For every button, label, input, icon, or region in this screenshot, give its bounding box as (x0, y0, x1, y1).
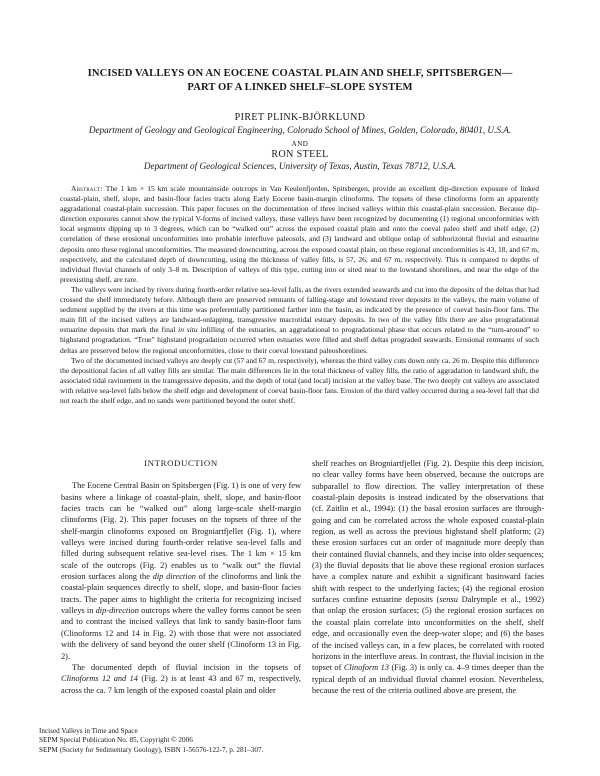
footer-line: SEPM Special Publication No. 85, Copyright © 2006 (39, 736, 193, 745)
footer-line: SEPM (Society for Sedimentary Geology), ISBN 1-56576-122-7, p. 281–307. (39, 745, 264, 754)
article-title (50, 67, 550, 95)
body-paragraph: shelf reaches on Brogniartfjellet (Fig. 2). Despite this deep incision, no clear valley forms have been observed, because the outcrops are subparallel to flow direction. The valley interpretation of these coastal-plain deposits is instead indicated by the observations that (cf. Zaitlin et al., 1994): (1) the basal erosion surfaces are through-going and can be correlated across the whole exposed coastal-plain region, as well as across the previous highstand shelf platform; (2) these erosion surfaces cut an order of magnitude more deeply than their contained fluvial channels, and they incise into older sequences; (3) the fluvial deposits that lie above these regional erosion surfaces have a complex nature and exhibit a significant basinward facies shift with respect to the underlying facies; (4) the regional erosion surfaces confine estuarine deposits (sensu Dalrymple et al., 1992) that onlap the erosion surfaces; (5) the regional erosion surfaces on the coastal plain correlate into unconformities on the shelf, shelf edge, and occasionally even the deep-water slope; and (6) the bases of the incised valleys can, in a few places, be correlated with rooted horizons in the interfluve areas. In contrast, the fluvial incision in the topset of Clinoform 13 (Fig. 3) is only ca. 4–9 times deeper than the typical depth of an individual fluvial channel erosion. Nevertheless, because the rest of the criteria outlined above are present, the (312, 459, 544, 695)
author-name: RON STEEL (271, 149, 329, 160)
abstract-paragraph: The valleys were incised by rivers during fourth-order relative sea-level falls, as the rivers extended seawards and cut into the deposits of the deltas that had crossed the shelf immediately before. Although there are preserved remnants of falling-stage and lowstand river deposits in the valleys, the main volume of sediment supplied by the rivers at this time was preferentially partitioned farther into the basin, as indicated by the presence of coeval basin-floor fans. The main fill of the incised valleys are landward-onlapping, transgressive macrotidal estuary deposits. In two of the valley fills there are also progradational estuarine deposits that mark the final in situ infilling of the estuaries, an aggradational to progradational phase that occurs related to the “turn-around” to highstand progradation. “True” highstand progradation occurred when estuaries were filled and shelf deltas prograded seawards. Erosional remnants of such deltas are preserved below the regional unconformities, close to their coeval lowstand paleoshorelines. (60, 284, 540, 355)
and-separator: AND (291, 140, 309, 148)
abstract-label: Abstract: (71, 184, 103, 193)
abstract-paragraph: Abstract: The 1 km × 15 km scale mountainside outcrops in Van Keulenfjorden, Spitsbergen, provide an excellent dip-direction exposure of linked coastal-plain, shelf, slope, and basin-floor facies tracts along Early Eocene basin-margin clinoforms. The topsets of these clinoforms form an apparently aggradational coastal-plain succession. This paper focuses on the documentation of three incised valleys within this coastal-plain succession. Because dip-direction exposures cannot show the typical V-forms of incised valleys, these valleys have been recognized by documenting (1) regional unconformities with local segments dipping up to 3 degrees, which can be “walked out” across the exposed coastal plain and onto the coeval paleo shelf and shelf edge, (2) correlation of these erosional unconformities into probable interfluve paleosols, and (3) landward and oblique onlap of subhorizontal fluvial and estuarine deposits onto these regional unconformities. The measured downcutting, across the exposed coastal plain, on these regional unconformities is 43, 18, and 67 m, respectively, and the calculated depth of downcutting, using the thickness of valley fills, is 57, 26, and 67 m, respectively. This is compared to depths of individual fluvial channels of only 3–8 m. Description of valleys of this type, cutting into or sited near to the lowstand shorelines, and near the edge of the preexisting shelf, are rare. (60, 184, 539, 284)
abstract-paragraph: Two of the documented incised valleys are deeply cut (57 and 67 m, respectively), whereas the third valley cuts down only ca. 26 m. Despite this difference the depositional facies of all valley fills are similar. The main differences lie in the total thickness of valley fills, the ratio of aggradation to landward shift, the associated tidal ravinement in the transgressive deposits, and the depth of total (and local) incision at the valley base. The two deeply cut valleys are associated with relative sea-level falls below the shelf edge and development of coeval basin-floor fans. Erosion of the third valley occurred during a sea-level fall that did not reach the shelf edge, and no sands were partitioned beyond the outer shelf. (60, 355, 539, 405)
author-name: PIRET PLINK-BJÖRKLUND (234, 112, 366, 123)
section-heading: INTRODUCTION (144, 458, 218, 468)
publication-footer (39, 727, 359, 755)
footer-line: Incised Valleys in Time and Space (39, 727, 138, 735)
body-column-right (312, 458, 544, 696)
author-affiliation: Department of Geology and Geological Engineering, Colorado School of Mines, Golden, Colorado, 80401, U.S.A. (88, 125, 512, 135)
title-line-1: INCISED VALLEYS ON AN EOCENE COASTAL PLAIN AND SHELF, SPITSBERGEN— (87, 68, 513, 79)
abstract (60, 184, 539, 406)
body-column-left (61, 458, 301, 696)
body-paragraph: The Eocene Central Basin on Spitsbergen (Fig. 1) is one of very few basins where a linkage of coastal-plain, shelf, slope, and basin-floor facies tracts can be “walked out” along large-scale shelf-margin clinoforms (Fig. 2). This paper focuses on the topsets of three of the shelf-margin clinoforms exposed on Brogniartfjellet (Fig. 1), where valleys were incised during fourth-order relative sea-level falls and filled during subsequent relative sea-level rises. The 1 km × 15 km scale of the outcrops (Fig. 2) enables us to “walk out” the fluvial erosion surfaces along the dip direction of the clinoforms and link the coastal-plain sequences directly to shelf, slope, and basin-floor facies tracts. The paper aims to highlight the criteria for recognizing incised valleys in dip-direction outcrops where the valley forms cannot be seen and to contrast the incised valleys that link to sandy basin-floor fans (Clinoforms 12 and 14 in Fig. 2) with those that were not associated with the delivery of sand beyond the outer shelf (Clinoform 13 in Fig. 2). (61, 481, 301, 661)
body-paragraph: The documented depth of fluvial incision in the topsets of Clinoforms 12 and 14 (Fig. 2) is at least 43 and 67 m, respectively, across the ca. 7 km length of the exposed coastal plain and older (61, 662, 301, 695)
title-line-2: PART OF A LINKED SHELF–SLOPE SYSTEM (187, 82, 413, 93)
author-affiliation: Department of Geological Sciences, University of Texas, Austin, Texas 78712, U.S.A. (143, 161, 457, 171)
